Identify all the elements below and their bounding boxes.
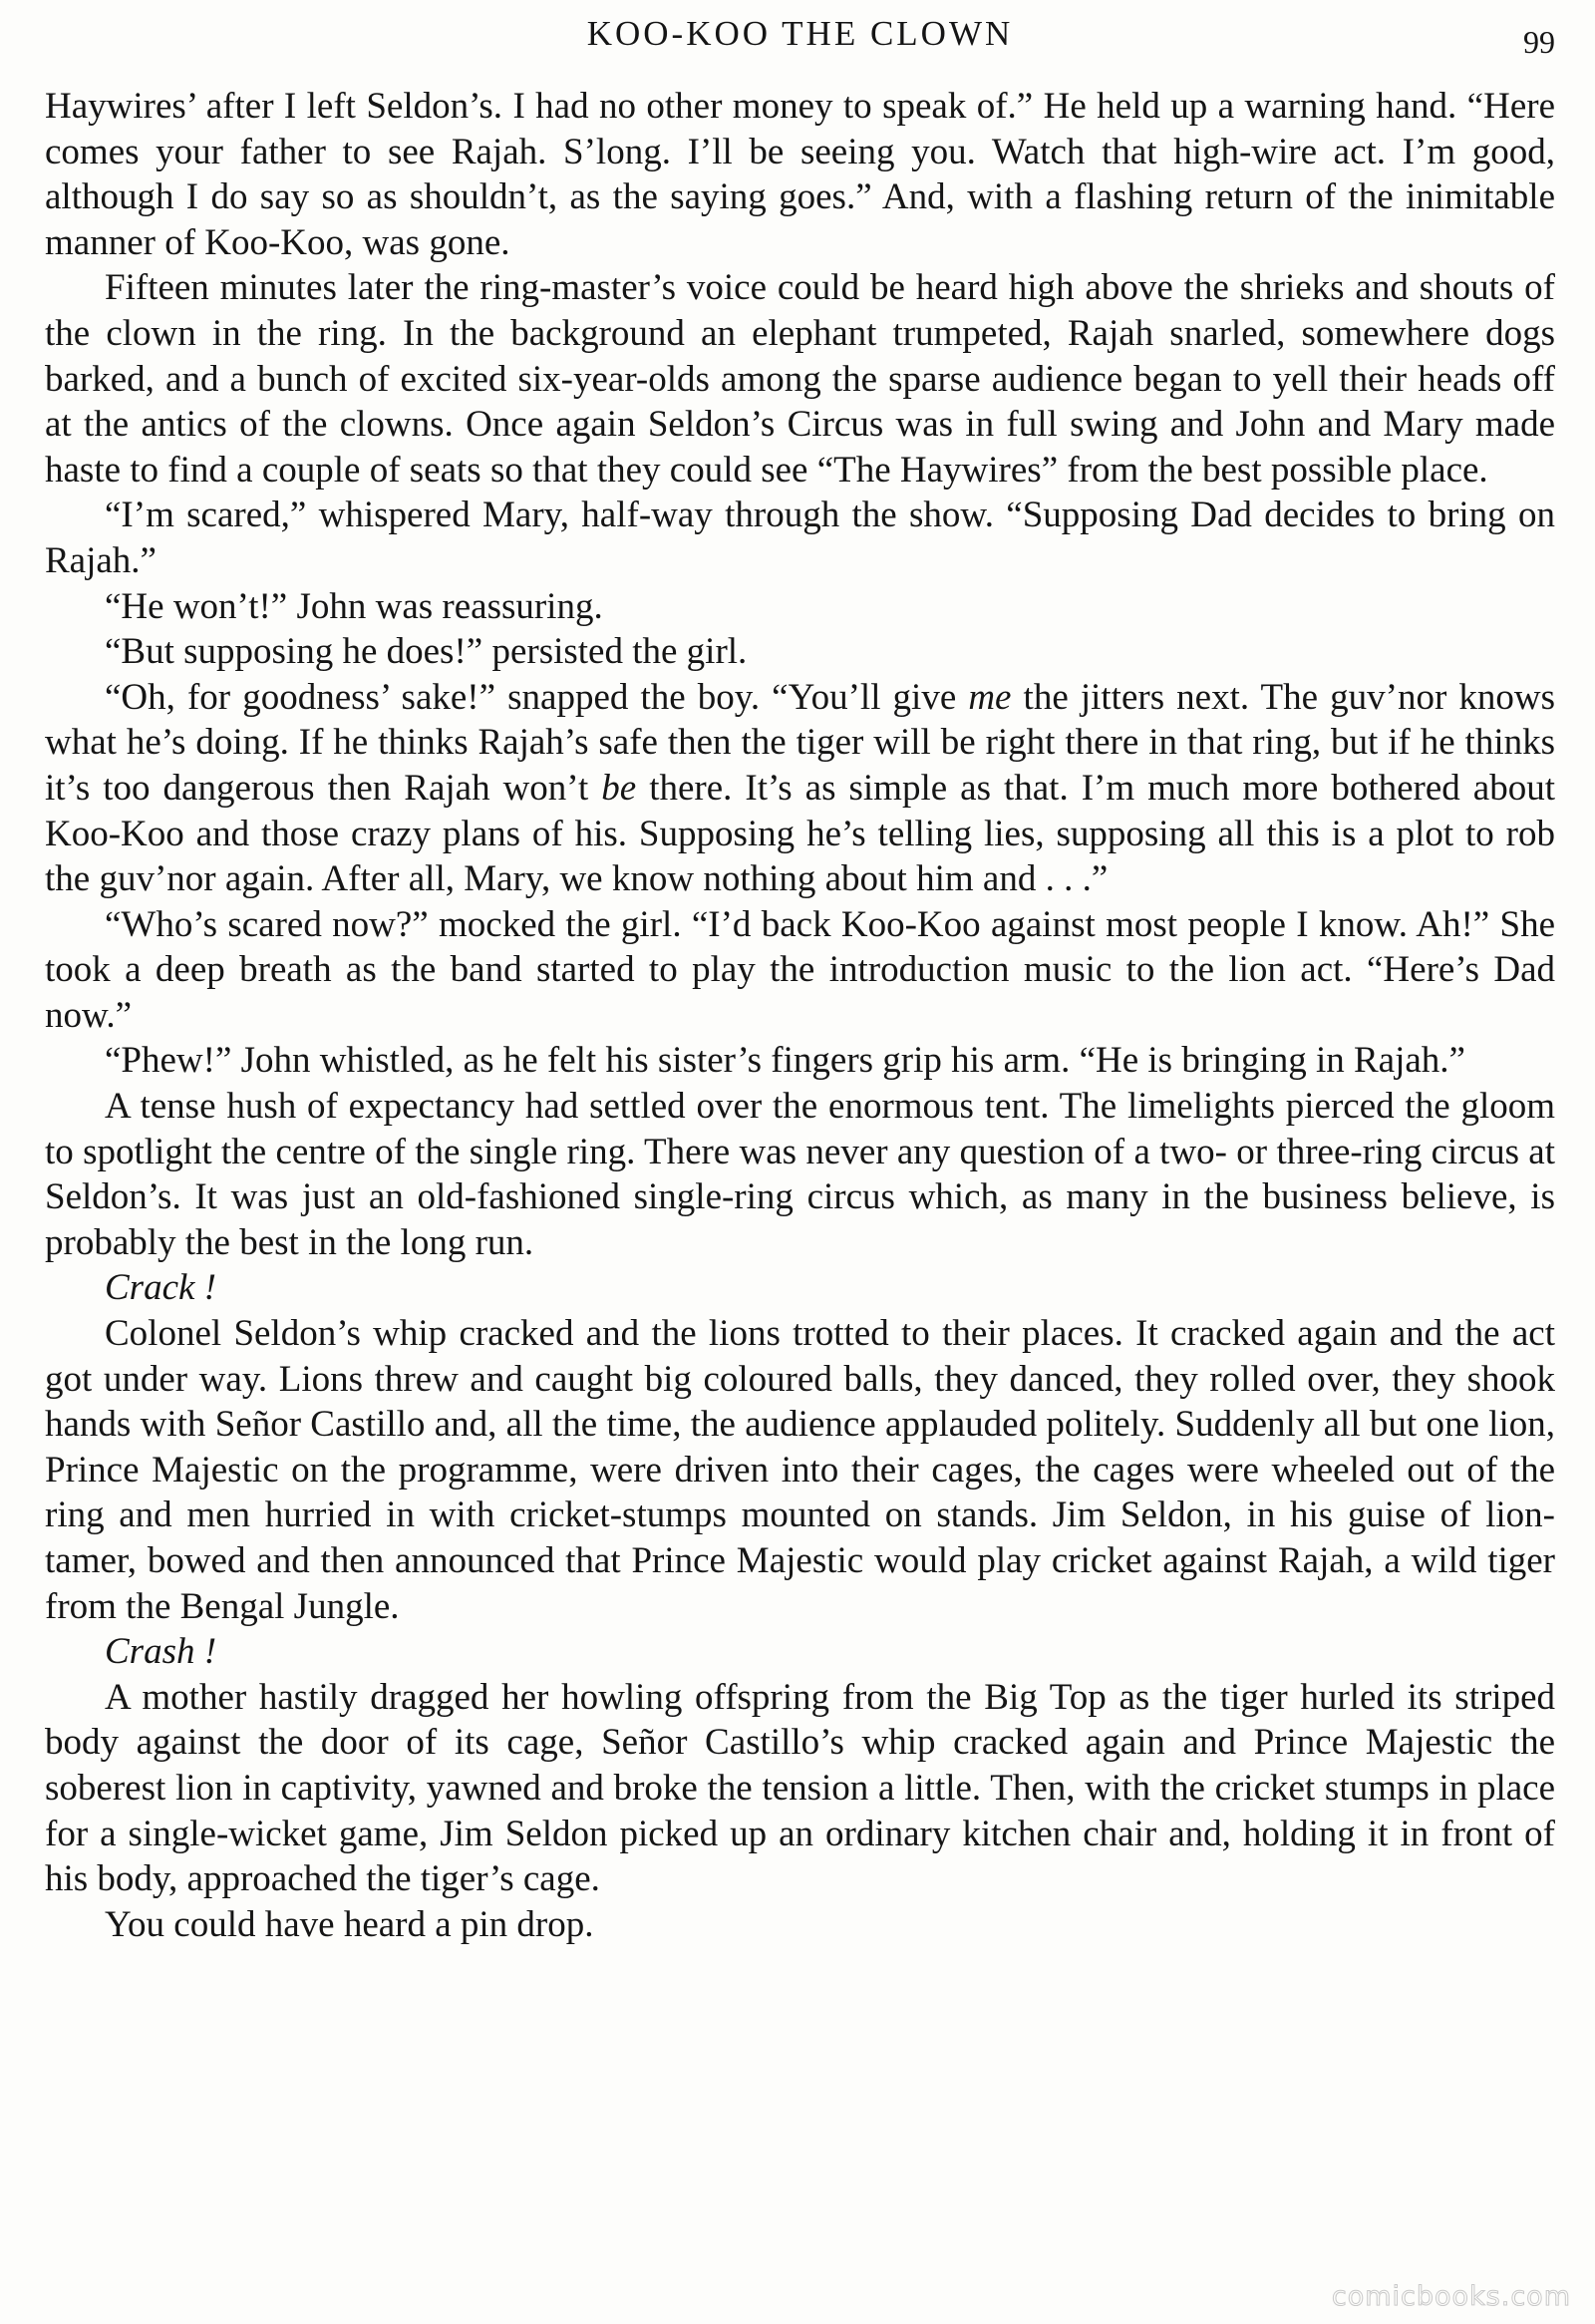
page-number: 99 (1523, 24, 1555, 60)
italic-word: me (968, 676, 1012, 718)
running-head (45, 12, 1555, 64)
exclamation-line: Crack ! (105, 1267, 216, 1309)
paragraph: A tense hush of expectancy had settled over the enormous tent. The limelights pierced the gloom to spotlight the centre of the single ring. There was never any question of a two- or three-ring circus at Seldon’s. It was just an old-fashioned single-ring circus which, as many in the business believe, is probably the best in the long run. (45, 1086, 1555, 1263)
paragraph: “Who’s scared now?” mocked the girl. “I’d back Koo-Koo against most people I know. Ah!” She took a deep breath as the band started to play the introduction music to the lion act. “Here’s Dad now.” (45, 903, 1555, 1036)
paragraph (45, 675, 1555, 902)
paragraph: “But supposing he does!” persisted the girl. (105, 631, 748, 673)
watermark: comicbooks.com (1331, 2281, 1571, 2312)
italic-word: be (601, 767, 637, 809)
paragraph: Colonel Seldon’s whip cracked and the lions trotted to their places. It cracked again and the act got under way. Lions threw and caught big coloured balls, they danced, they rolled over, they shook hands with Señor Castillo and, all the time, the audience applauded politely. Suddenly all but one lion, Prince Majestic on the programme, were driven into their cages, the cages were wheeled out of the ring and men hurried in with cricket-stumps mounted on stands. Jim Seldon, in his guise of lion-tamer, bowed and then announced that Prince Majestic would play cricket against Rajah, a wild tiger from the Bengal Jungle. (45, 1313, 1555, 1627)
text-run: “Oh, for goodness’ sake!” snapped the boy. “You’ll give (105, 676, 969, 718)
text-run: the jitters next. The guv’nor knows what he’s doing. If he thinks Rajah’s safe then the tiger will be right there in that ring, but if he thinks it’s too dangerous then Rajah won’t (45, 676, 1555, 809)
paragraph: “Phew!” John whistled, as he felt his sister’s fingers grip his arm. “He is bringing in Rajah.” (105, 1040, 1465, 1082)
running-title: KOO-KOO THE CLOWN (586, 14, 1014, 53)
exclamation-line: Crash ! (105, 1631, 217, 1673)
body-text (45, 84, 1555, 1947)
paragraph: “He won’t!” John was reassuring. (105, 585, 603, 627)
paragraph: Fifteen minutes later the ring-master’s voice could be heard high above the shrieks and shouts of the clown in the ring. In the background an elephant trumpeted, Rajah snarled, somewhere dogs barked, and a bunch of excited six-year-olds among the sparse audience began to yell their heads off at the antics of the clowns. Once again Seldon’s Circus was in full swing and John and Mary made haste to find a couple of seats so that they could see “The Haywires” from the best possible place. (45, 267, 1555, 491)
paragraph: “I’m scared,” whispered Mary, half-way through the show. “Supposing Dad decides to bring on Rajah.” (45, 495, 1555, 581)
text-run: there. It’s as simple as that. I’m much more bothered about Koo-Koo and those crazy plans of his. Supposing he’s telling lies, supposing all this is a plot to rob the guv’nor again. After all, Mary, we know nothing about him and . . .” (45, 767, 1555, 900)
paragraph: A mother hastily dragged her howling offspring from the Big Top as the tiger hurled its striped body against the door of its cage, Señor Castillo’s whip cracked again and Prince Majestic the soberest lion in captivity, yawned and broke the tension a little. Then, with the cricket stumps in place for a single-wicket game, Jim Seldon picked up an ordinary kitchen chair and, holding it in front of his body, approached the tiger’s cage. (45, 1676, 1555, 1900)
paragraph: You could have heard a pin drop. (105, 1903, 594, 1945)
book-page (45, 0, 1555, 2324)
paragraph: Haywires’ after I left Seldon’s. I had no other money to speak of.” He held up a warning hand. “Here comes your father to see Rajah. S’long. I’ll be seeing you. Watch that high-wire act. I’m good, although I do say so as shouldn’t, as the saying goes.” And, with a flashing return of the inimitable manner of Koo-Koo, was gone. (45, 86, 1555, 263)
